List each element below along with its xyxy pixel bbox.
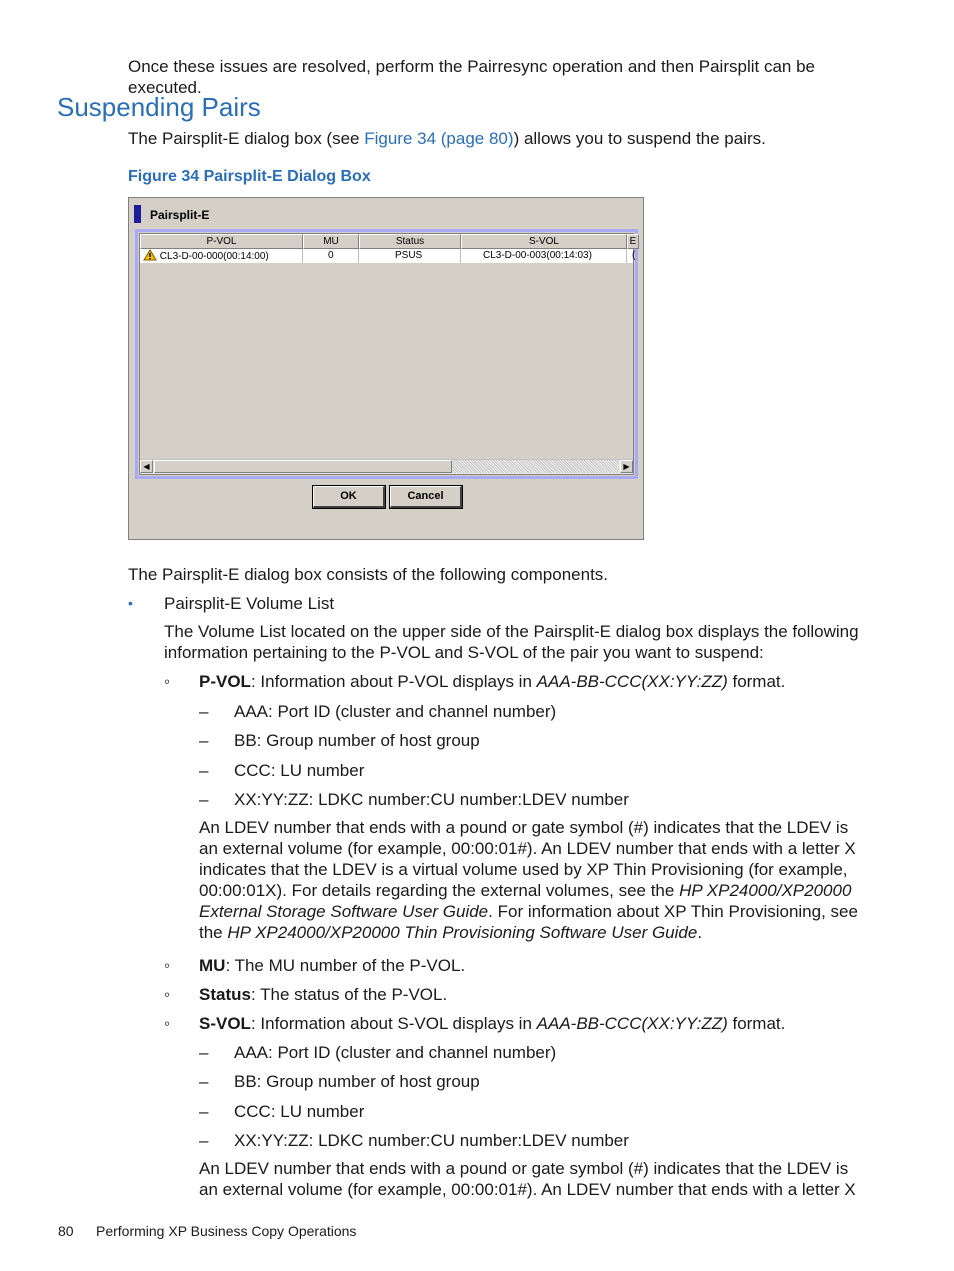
ldev-note-continued: An LDEV number that ends with a pound or gate symbol (#) indicates that the LDEV is an external volume (for example, 00:00:01#). An LDEV number that ends with a letter X <box>199 1159 856 1199</box>
cancel-button[interactable]: Cancel <box>390 486 462 508</box>
cell-svol: CL3-D-00-003(00:14:03) <box>461 249 627 263</box>
figure-caption: Figure 34 Pairsplit-E Dialog Box <box>128 168 371 185</box>
horizontal-scrollbar[interactable] <box>140 459 633 474</box>
status-item <box>199 984 447 1005</box>
pvol-text-end: format. <box>727 672 786 691</box>
dash-glyph: – <box>199 1072 209 1091</box>
external-storage-guide-title: HP XP24000/XP20000 External Storage Software User Guide <box>199 881 852 921</box>
cell-mu: 0 <box>303 249 359 263</box>
column-header-svol[interactable]: S-VOL <box>461 234 627 249</box>
dialog-title: Pairsplit-E <box>150 208 210 222</box>
pairsplit-e-dialog <box>128 197 644 540</box>
para-text: ) allows you to suspend the pairs. <box>513 129 766 148</box>
cell-e: ( <box>632 250 636 261</box>
volume-list-description: The Volume List located on the upper side of the Pairsplit-E dialog box displays the following information pertaining to the P-VOL and S-VOL of the pair you want to suspend: <box>164 622 859 662</box>
dash-item: BB: Group number of host group <box>234 1072 480 1091</box>
svol-format: AAA-BB-CCC(XX:YY:ZZ) <box>536 1014 728 1033</box>
column-header-mu[interactable]: MU <box>303 234 359 249</box>
status-text: : The status of the P-VOL. <box>250 985 448 1004</box>
dash-glyph: – <box>199 761 209 780</box>
page-number: 80 <box>58 1223 74 1239</box>
dash-glyph: – <box>199 731 209 750</box>
circle-glyph: ◦ <box>164 1014 171 1033</box>
pvol-term: P-VOL <box>199 672 251 691</box>
pvol-format: AAA-BB-CCC(XX:YY:ZZ) <box>536 672 728 691</box>
dash-item: CCC: LU number <box>234 1102 365 1121</box>
dash-glyph: – <box>199 702 209 721</box>
svol-text-end: format. <box>727 1014 786 1033</box>
para-text: The Pairsplit-E dialog box (see <box>128 129 365 148</box>
column-header-status[interactable]: Status <box>359 234 461 249</box>
mu-text: : The MU number of the P-VOL. <box>225 956 466 975</box>
dash-item: XX:YY:ZZ: LDKC number:CU number:LDEV number <box>234 790 629 809</box>
circle-glyph: ◦ <box>164 985 171 1004</box>
dash-glyph: – <box>199 1102 209 1121</box>
dash-item: AAA: Port ID (cluster and channel number) <box>234 1043 557 1062</box>
figure-link[interactable]: Figure 34 (page 80) <box>364 129 514 148</box>
dash-item: CCC: LU number <box>234 761 365 780</box>
ldev-note-text: . For information about XP Thin Provisioning, see the <box>199 902 858 942</box>
status-term: Status <box>199 985 251 1004</box>
ldev-note-text: An LDEV number that ends with a pound or gate symbol (#) indicates that the LDEV is an external volume (for example, 00:00:01#). An LDEV number that ends with a letter X indicates that the LDEV is a virtual volume used by XP Thin Provisioning (for example, 00:00:01X). For details regarding the external volumes, see the <box>199 818 856 900</box>
cell-status: PSUS <box>359 249 461 263</box>
dash-glyph: – <box>199 1131 209 1150</box>
thin-provisioning-guide-title: HP XP24000/XP20000 Thin Provisioning Software User Guide <box>227 923 698 942</box>
pvol-item <box>199 671 879 692</box>
bullet-glyph: • <box>128 595 133 611</box>
pvol-text: : Information about P-VOL displays in <box>250 672 537 691</box>
mu-term: MU <box>199 956 226 975</box>
volume-list <box>135 229 638 479</box>
pair-status-icon <box>143 249 157 261</box>
intro-line: Once these issues are resolved, perform the Pairresync operation and then Pairsplit can be executed. <box>128 57 815 97</box>
dash-glyph: – <box>199 790 209 809</box>
bullet-volume-list: Pairsplit-E Volume List <box>164 594 335 613</box>
dash-item: BB: Group number of host group <box>234 731 480 750</box>
svol-term: S-VOL <box>199 1014 251 1033</box>
scrollbar-track[interactable] <box>452 460 619 473</box>
column-header-pvol[interactable]: P-VOL <box>140 234 303 249</box>
circle-glyph: ◦ <box>164 672 171 691</box>
chapter-title: Performing XP Business Copy Operations <box>96 1223 357 1239</box>
scroll-left-icon[interactable]: ◀ <box>140 460 153 473</box>
column-header-e[interactable]: E <box>627 234 639 249</box>
ok-button[interactable]: OK <box>313 486 385 508</box>
dash-glyph: – <box>199 1043 209 1062</box>
dialog-title-icon <box>134 205 141 223</box>
dash-item: XX:YY:ZZ: LDKC number:CU number:LDEV number <box>234 1131 629 1150</box>
scroll-right-icon[interactable]: ▶ <box>620 460 633 473</box>
mu-item <box>199 955 465 976</box>
volume-list-body <box>139 233 637 475</box>
pvol-value: CL3-D-00-000(00:14:00) <box>159 251 269 262</box>
circle-glyph: ◦ <box>164 956 171 975</box>
dash-item: AAA: Port ID (cluster and channel number) <box>234 702 557 721</box>
paragraph-intro <box>128 128 888 149</box>
table-row[interactable] <box>140 249 636 263</box>
ldev-note-text: . <box>697 923 703 942</box>
ldev-note <box>199 817 871 943</box>
svol-item <box>199 1013 879 1034</box>
components-intro: The Pairsplit-E dialog box consists of the following components. <box>128 565 609 584</box>
cell-pvol <box>140 249 303 263</box>
section-heading: Suspending Pairs <box>57 92 261 122</box>
svol-text: : Information about S-VOL displays in <box>250 1014 537 1033</box>
scrollbar-thumb[interactable] <box>154 460 452 473</box>
